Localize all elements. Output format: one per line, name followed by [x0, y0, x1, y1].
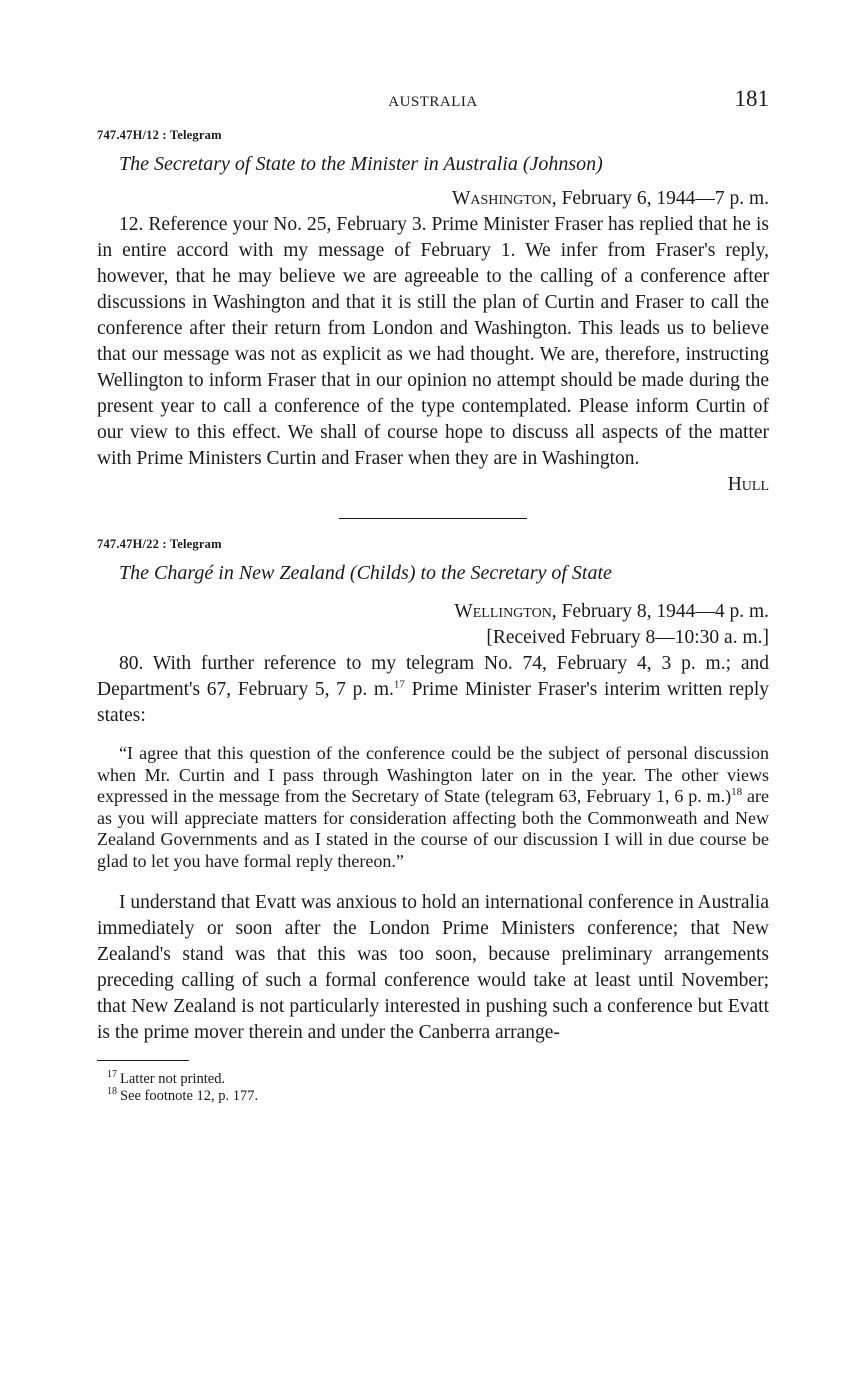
- dateline-date: February 6, 1944—7 p. m.: [556, 188, 769, 209]
- telegram-80: [97, 537, 769, 1046]
- footnote: [107, 1088, 769, 1105]
- footnote-text: Latter not printed.: [120, 1071, 226, 1087]
- dateline: [97, 186, 769, 212]
- body-paragraph: [97, 651, 769, 729]
- body-paragraph: I understand that Evatt was anxious to hold an international conference in Australia immediately or soon after the London Prime Ministers conference; that New Zealand's stand was that this was too soon, because preliminary arrangements preceding calling of such a formal conference would take at least until November; that New Zealand is not particularly interested in pushing such a conference but Evatt is the prime mover therein and under the Canberra arrange-: [97, 892, 769, 1043]
- footnote-ref: 17: [393, 678, 405, 691]
- footnote-mark: 17: [107, 1069, 117, 1081]
- footnote-divider: [97, 1060, 189, 1061]
- dateline-date: February 8, 1944—4 p. m.: [556, 601, 769, 622]
- running-head: [97, 88, 769, 122]
- footnote-mark: 18: [107, 1086, 117, 1098]
- file-number: 747.47H/22 : Telegram: [97, 537, 222, 551]
- document-page: [97, 88, 769, 1105]
- document-heading: The Chargé in New Zealand (Childs) to the Secretary of State: [119, 562, 612, 584]
- telegram-12: [97, 128, 769, 498]
- footnote: [107, 1071, 769, 1088]
- dateline: [97, 599, 769, 625]
- footnote-text: See footnote 12, p. 177.: [120, 1088, 259, 1104]
- section-divider: [339, 518, 527, 519]
- running-title: AUSTRALIA: [388, 94, 478, 110]
- dateline-place: Wellington,: [454, 601, 557, 622]
- page-number: 181: [734, 86, 769, 111]
- quote-text: “I agree that this question of the conference could be the subject of personal discussion when Mr. Curtin and I pass through Washington later on in the year. The other views expressed in the message from the Secretary of State (telegram 63, February 1, 6 p. m.): [97, 743, 769, 806]
- dateline-place: Washington,: [451, 188, 557, 209]
- body-paragraph: 12. Reference your No. 25, February 3. Prime Minister Fraser has replied that he is in entire accord with my message of February 1. We infer from Fraser's reply, however, that he may believe we are agreeable to the calling of a conference after discussions in Washington and that it is still the plan of Curtin and Fraser to call the conference after their return from London and Washington. This leads us to believe that our message was not as explicit as we had thought. We are, therefore, instructing Wellington to inform Fraser that in our opinion no attempt should be made during the present year to call a conference of the type contemplated. Please inform Curtin of our view to this effect. We shall of course hope to discuss all aspects of the matter with Prime Ministers Curtin and Fraser when they are in Washington.: [97, 214, 769, 469]
- quote-text: are as you will appreciate matters for consideration affecting both the Commonweath and New Zealand Governments and as I stated in the course of our discussion I will in due course be glad to let you have formal reply thereon.”: [97, 786, 769, 871]
- footnote-ref: 18: [731, 786, 743, 798]
- block-quote: [97, 743, 769, 872]
- file-number: 747.47H/12 : Telegram: [97, 128, 222, 142]
- received-line: [Received February 8—10:30 a. m.]: [486, 627, 769, 648]
- body-text: Prime Minister Fraser's interim written reply states:: [97, 679, 769, 726]
- footnotes: [97, 1071, 769, 1105]
- signature: Hull: [727, 474, 769, 495]
- document-heading: The Secretary of State to the Minister in Australia (Johnson): [119, 153, 603, 175]
- body-text: 80. With further reference to my telegram No. 74, February 4, 3 p. m.; and Department's 67, February 5, 7 p. m.: [97, 653, 769, 700]
